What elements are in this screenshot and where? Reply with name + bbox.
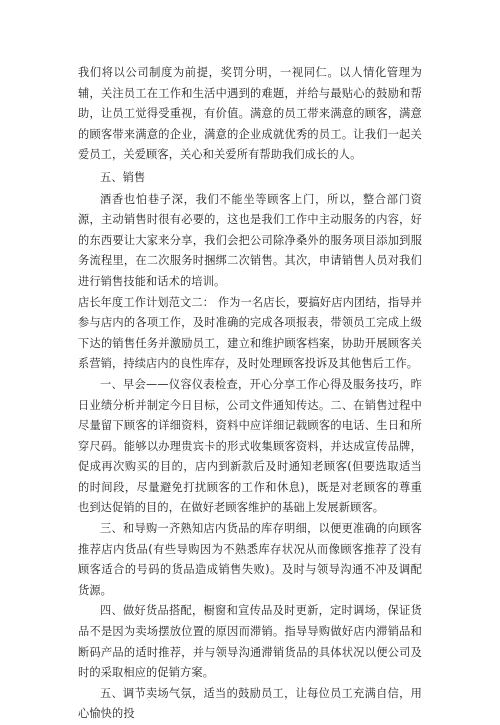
paragraph-active-sales: 酒香也怕巷子深，我们不能坐等顾客上门，所以，整合部门资源，主动销售时很有必要的，这也是我们工作中主动服务的内容，好的东西要让大家来分享，我们会把公司除净桑外的服务项目添加到服务流程里，在二次服务时捆绑二次销售。其次，申请销售人员对我们进行销售技能和话术的培训。 [78,192,422,288]
paragraph-item-three: 三、和导购一齐熟知店内货品的库存明细，以便更准确的向顾客推荐店内货品(有些导购因为不熟悉库存状况从而像顾客推荐了没有顾客适合的号码的货品造成销售失败)。及时与领导沟通不冲及调配货源。 [78,522,422,597]
document-body [78,63,422,725]
section-heading-sales: 五、销售 [100,170,146,184]
paragraph-employee-care: 我们将以公司制度为前提，奖罚分明，一视同仁。以人情化管理为辅，关注员工在工作和生活中遇到的难题，并给与最贴心的鼓励和帮助，让员工觉得受重视，有价值。满意的员工带来满意的顾客，满意的顾客带来满意的企业，满意的企业成就优秀的员工。让我们一起关爱员工，关爱顾客，关心和关爱所有帮助我们成长的人。 [78,66,422,162]
paragraph-item-five: 五、调节卖场气氛，适当的鼓励员工，让每位员工充满自信，用心愉快的投 [78,686,422,721]
paragraph-item-four: 四、做好货品搭配，橱窗和宣传品及时更新，定时调场，保证货品不是因为卖场摆放位置的原因而滞销。指导导购做好店内滞销品和断码产品的适时推荐，并与领导沟通滞销货品的具体状况以便公司及时的采取相应的促销方案。 [78,604,422,680]
paragraph-item-one-two: 一、早会——仪容仪表检查，开心分享工作心得及服务技巧，昨日业绩分析并制定今日目标，公司文件通知传达。二、在销售过程中尽量留下顾客的详细资料，资料中应详细记载顾客的电话、生日和所穿尺码。能够以办理贵宾卡的形式收集顾客资料，并达成宣传品牌，促成再次购买的目的，店内到新款后及时通知老顾客(但要选取适当的时间段，尽量避免打扰顾客的工作和休息)，既是对老顾客的尊重也到达促销的目的，在做好老顾客维护的基础上发展新顾客。 [78,377,422,515]
paragraph-store-manager-plan-two: 店长年度工作计划范文二： 作为一名店长，要搞好店内团结，指导并参与店内的各项工作，及时准确的完成各项报表，带领员工完成上级下达的销售任务并激励员工，建立和维护顾客档案，协助开展顾客关系营销，持续店内的良性库存，及时处理顾客投诉及其他售后工作。 [78,295,422,371]
